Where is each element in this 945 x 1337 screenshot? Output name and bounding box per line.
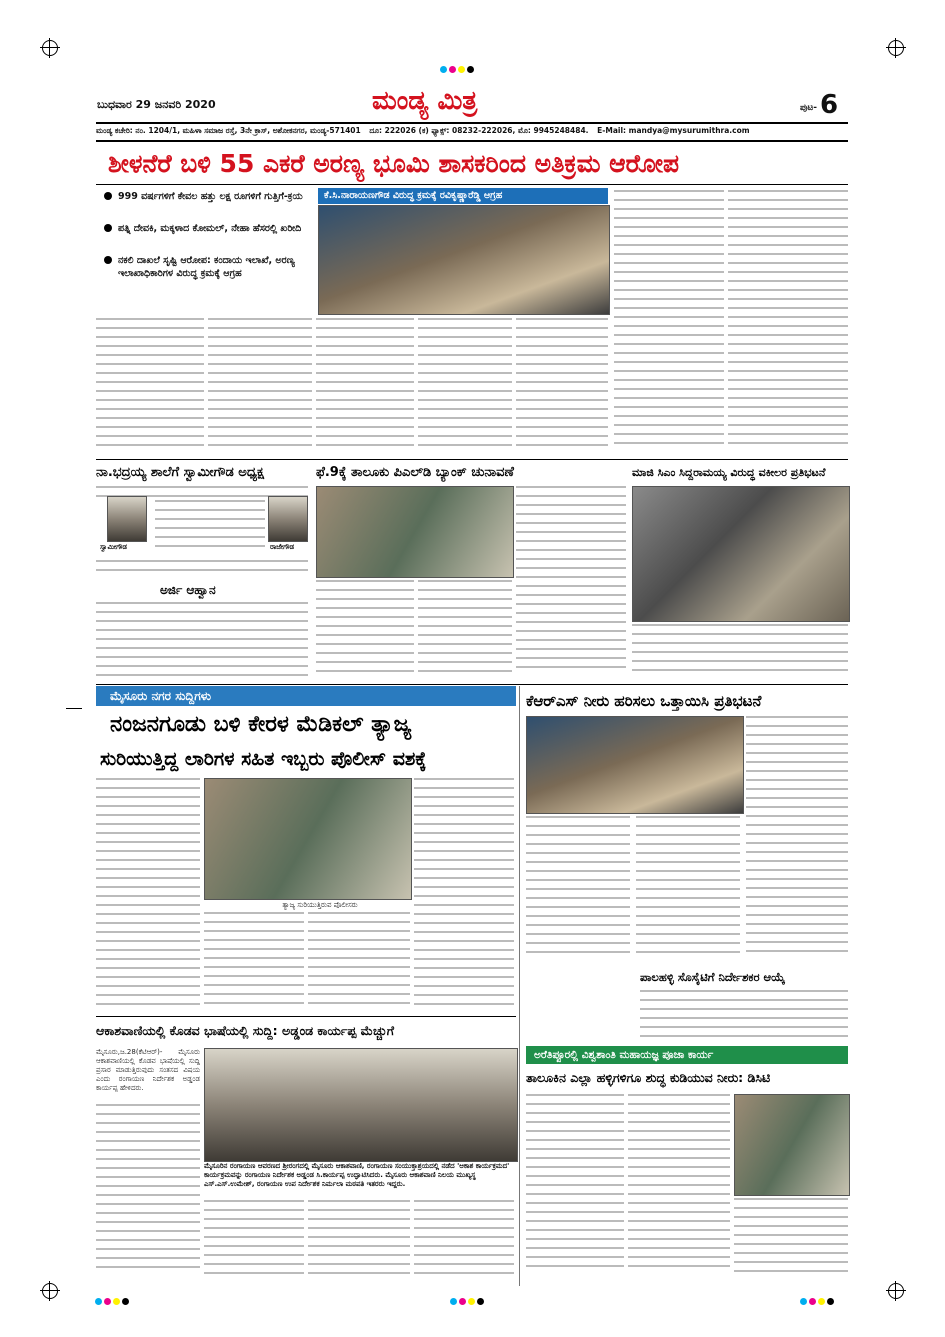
paalahalli-body bbox=[640, 990, 848, 1044]
phone-text: ದೂ: 222026 (ಕ) ಫ್ಯಾಕ್ಸ್: 08232-222026, ಮೊ: 9945248484. bbox=[369, 126, 589, 135]
story1-photo-rajegowda bbox=[268, 496, 308, 542]
story1-body-mid bbox=[155, 500, 265, 556]
lead-body-col-2 bbox=[208, 318, 312, 456]
yajna-photo bbox=[734, 1094, 850, 1196]
story1-caption-rajegowda: ರಾಜೇಗೌಡ bbox=[270, 543, 295, 551]
color-bar-bottom bbox=[450, 1290, 486, 1309]
crop-line-left bbox=[66, 708, 82, 709]
registration-mark-top-right bbox=[888, 40, 904, 56]
lead-body-col-6 bbox=[614, 190, 724, 456]
story1-photo-swamigowda bbox=[107, 496, 147, 542]
lead-body-col-5 bbox=[516, 318, 608, 456]
radio-top-rule bbox=[96, 1016, 516, 1017]
mysuru-section-bar: ಮೈಸೂರು ನಗರ ಸುದ್ದಿಗಳು bbox=[96, 686, 516, 706]
radio-headline: ಆಕಾಶವಾಣಿಯಲ್ಲಿ ಕೊಡವ ಭಾಷೆಯಲ್ಲಿ ಸುದ್ದಿ: ಅಡ್ಡಂಡ ಕಾರ್ಯಪ್ಪ ಮೆಚ್ಚುಗೆ bbox=[96, 1023, 395, 1038]
waste-photo bbox=[204, 778, 412, 900]
radio-body-col-2 bbox=[204, 1200, 304, 1280]
nanjangud-headline-2: ಸುರಿಯುತ್ತಿದ್ದ ಲಾರಿಗಳ ಸಹಿತ ಇಬ್ಬರು ಪೊಲೀಸ್ ವಶಕ್ಕೆ bbox=[100, 748, 427, 770]
lead-photo bbox=[318, 205, 610, 315]
nanjangud-body-col-3 bbox=[308, 912, 410, 1014]
lead-body-col-3 bbox=[316, 318, 414, 456]
water-body-col-3 bbox=[734, 1198, 848, 1278]
story1-headline: ನಾ.ಭದ್ರಯ್ಯ ಶಾಲೆಗೆ ಸ್ವಾಮೀಗೌಡ ಅಧ್ಯಕ್ಷ bbox=[96, 465, 265, 480]
radio-body-col-4 bbox=[414, 1200, 514, 1280]
story1-caption-swamigowda: ಸ್ವಾಮೀಗೌಡ bbox=[100, 543, 127, 551]
lead-bottom-rule bbox=[96, 459, 848, 460]
bullet-2: ಪತ್ನಿ ದೇವಕಿ, ಮಕ್ಕಳಾದ ಕೋಮಲ್, ನೇಹಾ ಹೆಸರಲ್ಲಿ ಖರೀದಿ bbox=[104, 222, 310, 250]
krs-headline: ಕೆಆರ್‌ಎಸ್ ನೀರು ಹರಿಸಲು ಒತ್ತಾಯಿಸಿ ಪ್ರತಿಭಟನೆ bbox=[526, 692, 762, 710]
address-line bbox=[96, 126, 848, 138]
story3-headline: ಮಾಜಿ ಸಿಎಂ ಸಿದ್ದರಾಮಯ್ಯ ವಿರುದ್ಧ ವಕೀಲರ ಪ್ರತಿಭಟನೆ bbox=[632, 466, 826, 479]
lead-rule bbox=[96, 184, 848, 185]
mid-rule bbox=[96, 684, 848, 685]
story1-subheading: ಅರ್ಜಿ ಆಹ್ವಾನ bbox=[160, 583, 216, 597]
lead-body-col-7 bbox=[728, 190, 848, 456]
story3-photo bbox=[632, 486, 850, 622]
waste-photo-caption: ತ್ಯಾಜ್ಯ ಸುರಿಯುತ್ತಿರುವ ಪೊಲೀಸರು bbox=[282, 901, 358, 909]
address-text: ಮಂಡ್ಯ ಕಚೇರಿ: ನಂ. 1204/1, ಮಹಿಳಾ ಸಮಾಜ ರಸ್ತೆ, 3ನೇ ಕ್ರಾಸ್, ಅಶೋಕನಗರ, ಮಂಡ್ಯ-571401 bbox=[96, 126, 361, 135]
radio-body-col-3 bbox=[308, 1200, 410, 1280]
color-bar-top bbox=[440, 58, 476, 77]
page-number: 6 bbox=[820, 90, 839, 120]
water-body-col-1 bbox=[526, 1094, 624, 1278]
story2-headline: ಫೆ.9ಕ್ಕೆ ತಾಲೂಕು ಪಿಎಲ್‌ಡಿ ಬ್ಯಾಂಕ್ ಚುನಾವಣೆ bbox=[316, 465, 514, 480]
aretippur-bar: ಅರೆತಿಪ್ಪೂರಲ್ಲಿ ವಿಶ್ವಶಾಂತಿ ಮಹಾಯಜ್ಞ ಪೂಜಾ ಕಾರ್ಯ bbox=[526, 1046, 848, 1064]
lead-headline: ಶೀಳನೆರೆ ಬಳಿ 55 ಎಕರೆ ಅರಣ್ಯ ಭೂಮಿ ಶಾಸಕರಿಂದ ಅತಿಕ್ರಮ ಆರೋಪ bbox=[108, 149, 680, 178]
nanjangud-headline-1: ನಂಜನಗೂಡು ಬಳಿ ಕೇರಳ ಮೆಡಿಕಲ್ ತ್ಯಾಜ್ಯ bbox=[110, 712, 412, 737]
lead-body-col-4 bbox=[418, 318, 512, 456]
water-body-col-2 bbox=[628, 1094, 730, 1278]
radio-body-col-1 bbox=[96, 1104, 200, 1280]
story3-body bbox=[632, 624, 848, 682]
krs-photo bbox=[526, 716, 744, 814]
masthead-title: ಮಂಡ್ಯ ಮಿತ್ರ bbox=[372, 86, 478, 116]
story2-body-col-3 bbox=[516, 486, 626, 682]
krs-body-col-3 bbox=[746, 716, 848, 966]
nanjangud-body-col-4 bbox=[414, 778, 514, 1014]
registration-mark-bottom-right bbox=[888, 1283, 904, 1299]
masthead-rule bbox=[96, 122, 848, 124]
radio-body-intro: ಮೈಸೂರು,ಜ.28(ಕೆಟಿಆರ್)- ಮೈಸೂರು ಆಕಾಶವಾಣಿಯಲ್ಲಿ ಕೊಡವ ಭಾಷೆಯಲ್ಲಿ ಸುದ್ದಿ ಪ್ರಸಾರ ಮಾಡುತ್ತಿರುವುದು ಸಂತಸದ ವಿಷಯ ಎಂದು ರಂಗಾಯಣ ನಿರ್ದೇಶಕ ಅಡ್ಡಂಡ ಕಾರ್ಯಪ್ಪ ಹೇಳಿದರು. bbox=[96, 1048, 200, 1092]
address-rule bbox=[96, 140, 848, 142]
registration-mark-top-left bbox=[42, 40, 58, 56]
krs-body-col-1 bbox=[526, 816, 630, 966]
story1-body-bottom bbox=[96, 602, 308, 682]
lead-photo-bar: ಕೆ.ಸಿ.ನಾರಾಯಣಗೌಡ ವಿರುದ್ಧ ಕ್ರಮಕ್ಕೆ ರವಿಕೃಷ್ಣಾರೆಡ್ಡಿ ಆಗ್ರಹ bbox=[318, 188, 608, 204]
color-bar-bottom-left bbox=[95, 1290, 131, 1309]
radio-photo bbox=[204, 1048, 518, 1162]
water-headline: ತಾಲೂಕಿನ ಎಲ್ಲಾ ಹಳ್ಳಿಗಳಿಗೂ ಶುದ್ಧ ಕುಡಿಯುವ ನೀರು: ಡಿಸಿಟಿ bbox=[526, 1070, 771, 1085]
masthead-date: ಬುಧವಾರ 29 ಜನವರಿ 2020 bbox=[97, 98, 216, 111]
lead-bullets bbox=[104, 190, 310, 314]
color-bar-bottom-right bbox=[800, 1290, 836, 1309]
bullet-3: ನಕಲಿ ದಾಖಲೆ ಸೃಷ್ಟಿ ಆರೋಪ: ಕಂದಾಯ ಇಲಾಖೆ, ಅರಣ್ಯ ಇಲಾಖಾಧಿಕಾರಿಗಳ ವಿರುದ್ಧ ಕ್ರಮಕ್ಕೆ ಆಗ್ರಹ bbox=[104, 254, 310, 312]
paalahalli-headline: ಪಾಲಹಳ್ಳಿ ಸೊಸೈಟಿಗೆ ನಿರ್ದೇಶಕರ ಆಯ್ಕೆ bbox=[640, 970, 786, 984]
bullet-1: 999 ವರ್ಷಗಳಿಗೆ ಕೇವಲ ಹತ್ತು ಲಕ್ಷ ರೂಗಳಿಗೆ ಗುತ್ತಿಗೆ-ಕ್ರಯ bbox=[104, 190, 310, 218]
email-link[interactable]: E-Mail: mandya@mysurumithra.com bbox=[597, 126, 750, 135]
nanjangud-body-col-2 bbox=[204, 912, 304, 1014]
page-label: ಪುಟ- bbox=[800, 103, 817, 113]
story2-body-col-2 bbox=[418, 580, 512, 682]
nanjangud-body-col-1 bbox=[96, 778, 200, 1014]
lead-body-col-1 bbox=[96, 318, 204, 456]
story2-photo bbox=[316, 486, 514, 578]
krs-body-col-2 bbox=[636, 816, 740, 966]
story1-body-low bbox=[96, 560, 308, 578]
mid-column-divider bbox=[519, 686, 520, 1286]
registration-mark-bottom-left bbox=[42, 1283, 58, 1299]
radio-photo-caption: ಮೈಸೂರಿನ ರಂಗಾಯಣ ಆವರಣದ ಶ್ರೀರಂಗದಲ್ಲಿ ಮೈಸೂರು ಆಕಾಶವಾಣಿ, ರಂಗಾಯಣ ಸಂಯುಕ್ತಾಶ್ರಯದಲ್ಲಿ ನಡೆದ 'ಆಕಾಶ ಕಾರ್ಯಕ್ರಮದ' ಕಾರ್ಯಕ್ರಮವನ್ನು ರಂಗಾಯಣ ನಿರ್ದೇಶಕ ಅಡ್ಡಂಡ ಸಿ.ಕಾರ್ಯಪ್ಪ ಉದ್ಘಾಟಿಸಿದರು. ಮೈಸೂರು ಆಕಾಶವಾಣಿ ನಿಲಯ ಮುಖ್ಯಸ್ಥ ಎಸ್.ಎಸ್.ಉಮೇಶ್, ರಂಗಾಯಣ ಉಪ ನಿರ್ದೇಶಕ ನಿರ್ಮಲಾ ಮಠಪತಿ ಇತರರು ಇದ್ದರು. bbox=[204, 1162, 510, 1188]
story2-body-col-1 bbox=[316, 580, 414, 682]
